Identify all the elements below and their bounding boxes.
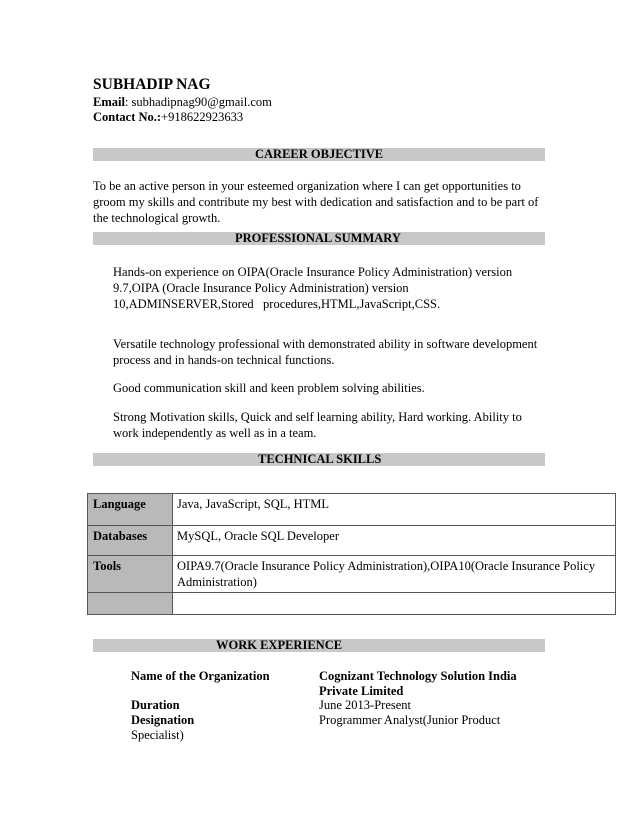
skill-value: MySQL, Oracle SQL Developer: [173, 526, 616, 556]
org-value-line2: Private Limited: [319, 684, 404, 698]
summary-line: Good communication skill and keen problem solving abilities.: [113, 381, 425, 395]
table-row: [88, 526, 616, 556]
summary-point-2: [113, 336, 563, 368]
duration-label: Duration: [131, 698, 180, 712]
email-value[interactable]: : subhadipnag90@gmail.com: [124, 95, 272, 109]
designation-value-cont: Specialist): [131, 728, 184, 742]
career-objective-line: groom my skills and contribute my best with dedication and satisfaction and to be part of: [93, 195, 539, 209]
summary-line: 10,ADMINSERVER,Stored procedures,HTML,JavaScript,CSS.: [113, 297, 441, 311]
career-objective-text: [93, 178, 563, 226]
duration-value: June 2013-Present: [319, 698, 411, 712]
professional-summary-heading: [93, 232, 545, 245]
email-label: Email: [93, 95, 125, 109]
technical-skills-title: TECHNICAL SKILLS: [258, 452, 382, 466]
contact-line: [93, 109, 243, 125]
skill-value-line: OIPA9.7(Oracle Insurance Policy Administration),OIPA10(Oracle Insurance Policy: [177, 559, 596, 573]
skill-label: Databases: [88, 526, 173, 556]
skill-label: Language: [88, 494, 173, 526]
table-row: [88, 494, 616, 526]
summary-point-3: [113, 380, 563, 396]
work-experience-title: WORK EXPERIENCE: [216, 638, 343, 652]
summary-line: Strong Motivation skills, Quick and self learning ability, Hard working. Ability to: [113, 410, 522, 424]
career-objective-line: To be an active person in your esteemed organization where I can get opportunities to: [93, 179, 521, 193]
skill-value: Java, JavaScript, SQL, HTML: [173, 494, 616, 526]
contact-label: Contact No.:: [93, 110, 162, 124]
org-label: Name of the Organization: [131, 669, 270, 683]
skill-value-empty: [173, 593, 616, 615]
skill-label-empty: [88, 593, 173, 615]
summary-line: process and in hands-on technical functions.: [113, 353, 335, 367]
work-experience-heading: [93, 639, 545, 652]
career-objective-title: CAREER OBJECTIVE: [255, 147, 384, 161]
designation-label: Designation: [131, 713, 195, 727]
table-row: [88, 556, 616, 593]
professional-summary-title: PROFESSIONAL SUMMARY: [235, 231, 401, 245]
summary-line: Versatile technology professional with demonstrated ability in software development: [113, 337, 538, 351]
technical-skills-heading: [93, 453, 545, 466]
summary-line: work independently as well as in a team.: [113, 426, 317, 440]
career-objective-line: the technological growth.: [93, 211, 221, 225]
summary-line: Hands-on experience on OIPA(Oracle Insurance Policy Administration) version: [113, 265, 513, 279]
career-objective-heading: [93, 148, 545, 161]
summary-point-1: [113, 264, 563, 312]
summary-line: 9.7,OIPA (Oracle Insurance Policy Administration) version: [113, 281, 409, 295]
table-row: [88, 593, 616, 615]
skill-label: Tools: [88, 556, 173, 593]
org-value-line1: Cognizant Technology Solution India: [319, 669, 517, 683]
contact-value: +918622923633: [161, 110, 244, 124]
skill-value: [173, 556, 616, 593]
skill-value-line: Administration): [177, 575, 257, 589]
technical-skills-table: [87, 493, 616, 615]
candidate-name: SUBHADIP NAG: [93, 76, 211, 93]
email-line: [93, 94, 272, 110]
summary-point-4: [113, 409, 563, 441]
designation-value: Programmer Analyst(Junior Product: [319, 713, 501, 727]
